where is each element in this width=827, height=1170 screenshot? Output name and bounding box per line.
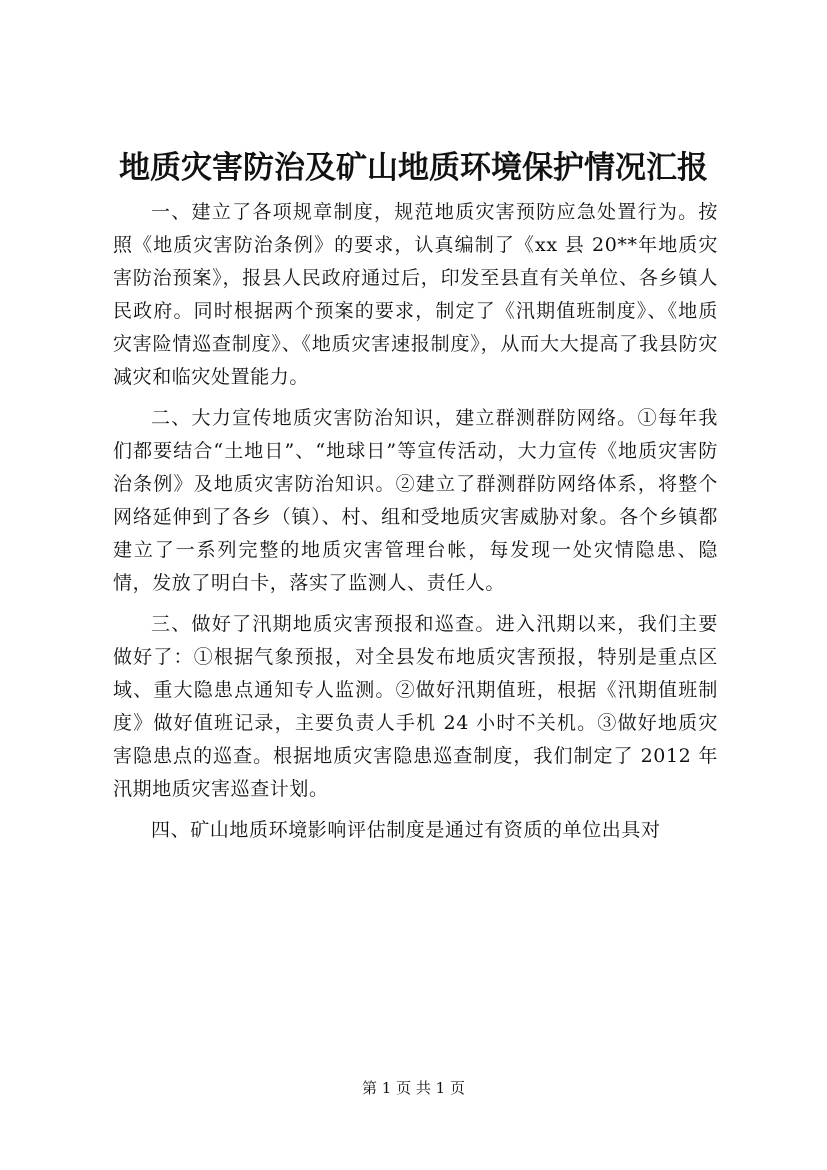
document-body (113, 196, 718, 855)
page-number-footer: 第 1 页 共 1 页 (362, 1079, 465, 1097)
paragraph-4: 四、矿山地质环境影响评估制度是通过有资质的单位出具对 (151, 819, 661, 841)
paragraph-2: 二、大力宣传地质灾害防治知识，建立群测群防网络。①每年我们都要结合“土地日”、“地球日”等宣传活动，大力宣传《地质灾害防治条例》及地质灾害防治知识。②建立了群测群防网络体系，将整个网络延伸到了各乡（镇）、村、组和受地质灾害威胁对象。各个乡镇都建立了一系列完整的地质灾害管理台帐，每发现一处灾情隐患、隐情，发放了明白卡，落实了监测人、责任人。 (113, 407, 718, 594)
document-title: 地质灾害防治及矿山地质环境保护情况汇报 (119, 150, 708, 186)
paragraph-1: 一、建立了各项规章制度，规范地质灾害预防应急处置行为。按照《地质灾害防治条例》的要求，认真编制了《xx 县 20**年地质灾害防治预案》，报县人民政府通过后，印发至县直有关单位、各乡镇人民政府。同时根据两个预案的要求，制定了《汛期值班制度》、《地质灾害险情巡查制度》、《地质灾害速报制度》，从而大大提高了我县防灾减灾和临灾处置能力。 (113, 201, 718, 388)
paragraph-3: 三、做好了汛期地质灾害预报和巡查。进入汛期以来，我们主要做好了：①根据气象预报，对全县发布地质灾害预报，特别是重点区域、重大隐患点通知专人监测。②做好汛期值班，根据《汛期值班制度》做好值班记录，主要负责人手机 24 小时不关机。③做好地质灾害隐患点的巡查。根据地质灾害隐患巡查制度，我们制定了 2012 年汛期地质灾害巡查计划。 (113, 613, 718, 800)
